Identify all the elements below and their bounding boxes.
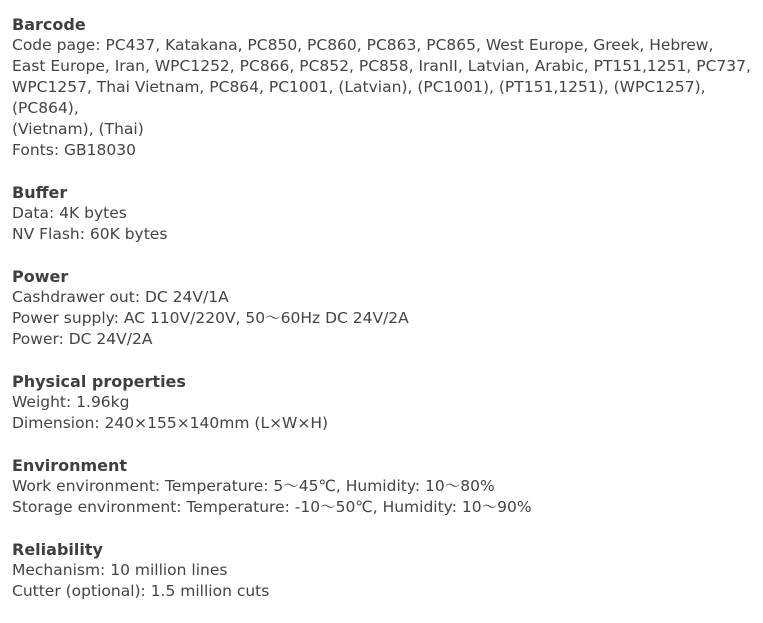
section-title-power: Power bbox=[12, 267, 69, 286]
spec-line-cutter: Cutter (optional): 1.5 million cuts bbox=[12, 582, 270, 600]
spec-line-mechanism: Mechanism: 10 million lines bbox=[12, 561, 228, 579]
spec-line-code-page-2: East Europe, Iran, WPC1252, PC866, PC852, PC858, IranII, Latvian, Arabic, PT151,1251, PC737, bbox=[12, 57, 751, 75]
spec-line-code-page-3: WPC1257, Thai Vietnam, PC864, PC1001, (Latvian), (PC1001), (PT151,1251), (WPC1257), (PC864), bbox=[12, 78, 706, 117]
spec-line-code-page-4: (Vietnam), (Thai) bbox=[12, 120, 144, 138]
spec-line-work-environment: Work environment: Temperature: 5～45℃, Humidity: 10～80% bbox=[12, 477, 495, 495]
spec-line-nv-flash: NV Flash: 60K bytes bbox=[12, 225, 168, 243]
section-title-reliability: Reliability bbox=[12, 540, 103, 559]
section-environment bbox=[12, 455, 757, 518]
spec-line-power: Power: DC 24V/2A bbox=[12, 330, 153, 348]
spec-line-fonts: Fonts: GB18030 bbox=[12, 141, 136, 159]
section-power bbox=[12, 266, 757, 350]
section-title-environment: Environment bbox=[12, 456, 128, 475]
spec-line-dimension: Dimension: 240×155×140mm (L×W×H) bbox=[12, 414, 329, 432]
section-title-barcode: Barcode bbox=[12, 15, 86, 34]
section-title-buffer: Buffer bbox=[12, 183, 68, 202]
section-buffer bbox=[12, 182, 757, 245]
spec-line-storage-environment: Storage environment: Temperature: -10～50℃, Humidity: 10～90% bbox=[12, 498, 532, 516]
spec-line-cashdrawer: Cashdrawer out: DC 24V/1A bbox=[12, 288, 229, 306]
spec-document bbox=[12, 14, 757, 623]
spec-line-power-supply: Power supply: AC 110V/220V, 50～60Hz DC 24V/2A bbox=[12, 309, 409, 327]
spec-line-data: Data: 4K bytes bbox=[12, 204, 127, 222]
section-barcode bbox=[12, 14, 757, 161]
section-physical-properties bbox=[12, 371, 757, 434]
spec-line-weight: Weight: 1.96kg bbox=[12, 393, 130, 411]
spec-line-code-page-1: Code page: PC437, Katakana, PC850, PC860, PC863, PC865, West Europe, Greek, Hebrew, bbox=[12, 36, 714, 54]
section-reliability bbox=[12, 539, 757, 602]
section-title-physical-properties: Physical properties bbox=[12, 372, 186, 391]
